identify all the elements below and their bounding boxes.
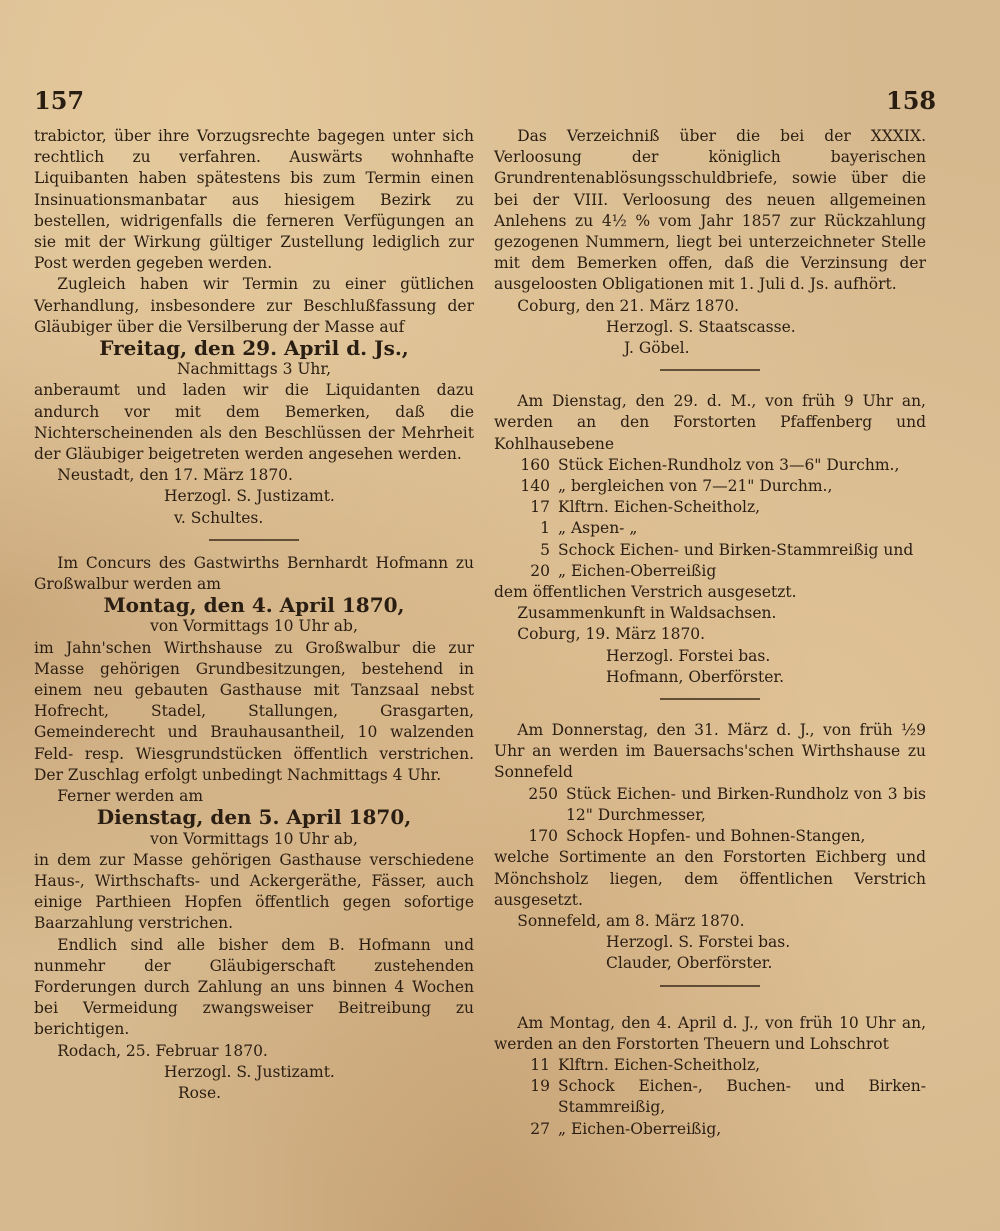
divider	[660, 698, 760, 700]
list-item	[494, 1119, 926, 1140]
divider	[660, 369, 760, 371]
paragraph: trabictor, über ihre Vorzugsrechte bagegen unter sich rechtlich zu verfahren. Auswärts wohnhafte Liquibanten haben spätestens bis zum Termin einen Insinuationsmanbatar aus hiesigem Bezirk zu bestellen, widrigenfalls die ferneren Verfügungen an sie mit der Wirkung gültiger Zustellung lediglich zur Post werden gegeben werden.	[34, 127, 474, 273]
description: „ Eichen-Oberreißig	[558, 561, 717, 580]
date-heading: Dienstag, den 5. April 1870,	[96, 805, 412, 830]
paragraph: dem öffentlichen Verstrich ausgesetzt.	[494, 583, 797, 602]
notice-concurs-neustadt	[34, 126, 474, 529]
quantity: 140	[520, 477, 550, 496]
description: Klftrn. Eichen-Scheitholz,	[558, 498, 761, 517]
quantity: 160	[520, 455, 550, 474]
paragraph: Am Montag, den 4. April d. J., von früh 10 Uhr an, werden an den Forstorten Theuern und Lohschrot	[494, 1013, 926, 1053]
place-date: Sonnefeld, am 8. März 1870.	[517, 911, 745, 930]
place-date: Rodach, 25. Februar 1870.	[57, 1041, 268, 1060]
page-number-left: 157	[34, 86, 85, 115]
paragraph: Endlich sind alle bisher dem B. Hofmann und nunmehr der Gläubigerschaft zustehenden Forderungen durch Zahlung an uns binnen 4 Wochen bei Vermeidung zwangsweiser Beitreibung zu berichtigen.	[34, 935, 474, 1039]
list-item	[494, 561, 926, 582]
page-number-right: 158	[886, 86, 937, 115]
time-line: von Vormittags 10 Uhr ab,	[150, 829, 358, 848]
list-item	[494, 1055, 926, 1076]
notice-forst-theuern	[494, 1013, 926, 1140]
list-item	[494, 497, 926, 518]
authority: Herzogl. S. Staatscasse.	[606, 317, 796, 336]
list-item	[494, 1076, 926, 1118]
date-heading: Montag, den 4. April 1870,	[103, 593, 405, 618]
description: Klftrn. Eichen-Scheitholz,	[558, 1055, 761, 1074]
paragraph: Zusammenkunft in Waldsachsen.	[517, 604, 777, 623]
paragraph: Im Concurs des Gastwirths Bernhardt Hofmann zu Großwalbur werden am	[34, 553, 474, 594]
divider	[209, 539, 299, 541]
notice-verloosung	[494, 126, 926, 359]
signer: Clauder, Oberförster.	[606, 954, 773, 973]
description: Stück Eichen- und Birken-Rundholz von 3 bis 12" Durchmesser,	[566, 784, 926, 824]
divider	[660, 985, 760, 987]
quantity: 27	[530, 1119, 550, 1138]
quantity: 17	[530, 498, 550, 517]
quantity: 19	[530, 1077, 550, 1096]
notice-forst-sonnefeld	[494, 720, 926, 974]
paragraph: Am Dienstag, den 29. d. M., von früh 9 Uhr an, werden an den Forstorten Pfaffenberg und Kohlhausebene	[494, 392, 926, 453]
authority: Herzogl. S. Forstei bas.	[606, 933, 791, 952]
date-heading: Freitag, den 29. April d. Js.,	[99, 336, 409, 361]
authority: Herzogl. Forstei bas.	[606, 646, 771, 665]
description: Stück Eichen-Rundholz von 3—6" Durchm.,	[558, 455, 900, 474]
signer: Rose.	[178, 1083, 222, 1102]
list-item	[494, 784, 926, 826]
paragraph: Zugleich haben wir Termin zu einer gütlichen Verhandlung, insbesondere zur Beschlußfassung der Gläubiger über die Versilberung der Masse auf	[34, 275, 474, 336]
quantity: 5	[540, 540, 550, 559]
paragraph: Ferner werden am	[57, 787, 204, 806]
paragraph: im Jahn'schen Wirthshause zu Großwalbur die zur Masse gehörigen Grundbesitzungen, bestehend in einem neu gebauten Gasthause mit Tanzsaal nebst Hofrecht, Stadel, Stallungen, Grasgarten, Gemeinderecht und Brauhausantheil, 10 walzenden Feld- resp. Wiesgrundstücken öffentlich verstrichen. Der Zuschlag erfolgt unbedingt Nachmittags 4 Uhr.	[34, 638, 474, 784]
list-item	[494, 540, 926, 561]
quantity: 1	[540, 519, 550, 538]
place-date: Coburg, den 21. März 1870.	[517, 296, 740, 315]
signer: Hofmann, Oberförster.	[606, 667, 785, 686]
time-line: Nachmittags 3 Uhr,	[176, 360, 332, 379]
quantity: 250	[528, 784, 558, 803]
right-column	[494, 126, 926, 1140]
signer: v. Schultes.	[174, 508, 264, 527]
paragraph: welche Sortimente an den Forstorten Eichberg und Mönchsholz liegen, dem öffentlichen Verstrich ausgesetzt.	[494, 848, 926, 909]
authority: Herzogl. S. Justizamt.	[164, 487, 335, 506]
place-date: Coburg, 19. März 1870.	[517, 625, 706, 644]
authority: Herzogl. S. Justizamt.	[164, 1062, 335, 1081]
time-line: von Vormittags 10 Uhr ab,	[150, 617, 358, 636]
paragraph: anberaumt und laden wir die Liquidanten dazu andurch vor mit dem Bemerken, daß die Nichterscheinenden als den Beschlüssen der Mehrheit der Gläubiger beigetreten werden angesehen werden.	[34, 381, 474, 464]
description: Schock Eichen-, Buchen- und Birken-Stammreißig,	[558, 1077, 926, 1117]
list-item	[494, 826, 926, 847]
quantity: 170	[528, 827, 558, 846]
place-date: Neustadt, den 17. März 1870.	[57, 466, 293, 485]
paragraph: Am Donnerstag, den 31. März d. J., von früh ½9 Uhr an werden im Bauersachs'schen Wirthshause zu Sonnefeld	[494, 721, 926, 782]
paragraph: Das Verzeichniß über die bei der XXXIX. Verloosung der königlich bayerischen Grundrentenablösungsschuldbriefe, sowie über die bei der VIII. Verloosung des neuen allgemeinen Anlehens zu 4½ % vom Jahr 1857 zur Rückzahlung gezogenen Nummern, liegt bei unterzeichneter Stelle mit dem Bemerken offen, daß die Verzinsung der ausgeloosten Obligationen mit 1. Juli d. Js. aufhört.	[494, 127, 926, 294]
paragraph: in dem zur Masse gehörigen Gasthause verschiedene Haus-, Wirthschafts- und Ackergeräthe, Fässer, auch einige Parthieen Hopfen öffentlich gegen sofortige Baarzahlung verstrichen.	[34, 850, 474, 933]
description: Schock Eichen- und Birken-Stammreißig und	[558, 540, 914, 559]
description: Schock Hopfen- und Bohnen-Stangen,	[566, 827, 866, 846]
description: „ Eichen-Oberreißig,	[558, 1119, 722, 1138]
quantity: 11	[530, 1055, 550, 1074]
left-column	[34, 126, 474, 1104]
signer: J. Göbel.	[624, 339, 690, 358]
list-item	[494, 518, 926, 539]
list-item	[494, 455, 926, 476]
quantity: 20	[530, 561, 550, 580]
description: „ Aspen- „	[558, 519, 638, 538]
description: „ bergleichen von 7—21" Durchm.,	[558, 477, 833, 496]
notice-forst-pfaffenberg	[494, 391, 926, 688]
list-item	[494, 476, 926, 497]
notice-concurs-hofmann	[34, 553, 474, 1104]
